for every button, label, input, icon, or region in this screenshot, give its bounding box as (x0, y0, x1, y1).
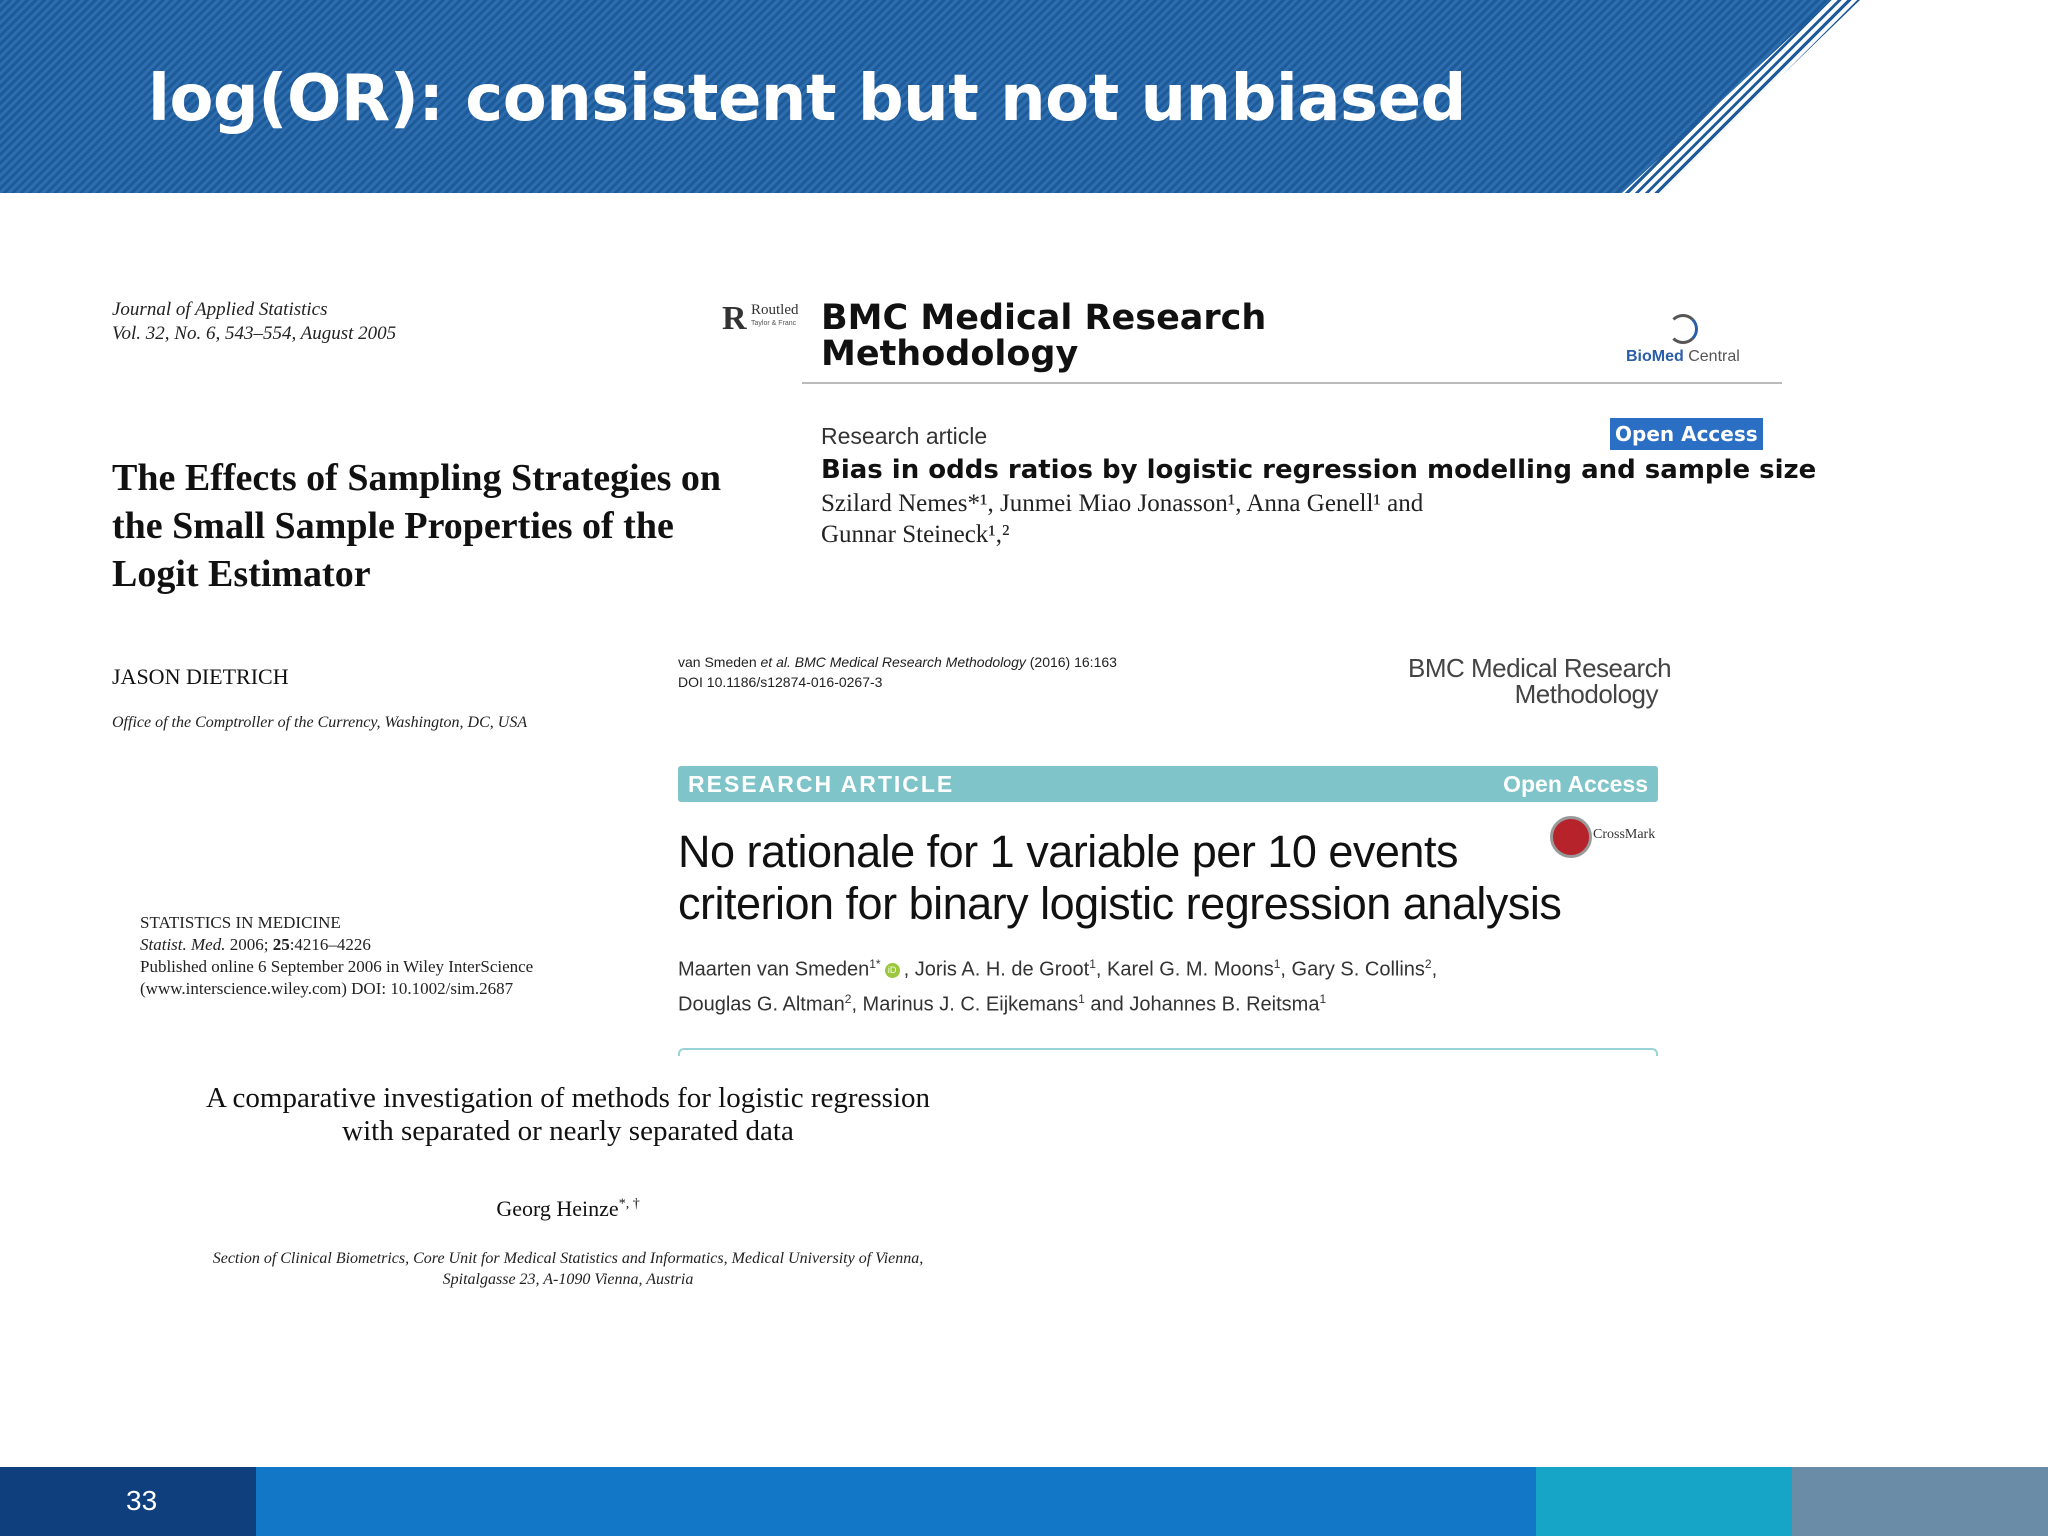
paper3-title-line: No rationale for 1 variable per 10 events (678, 826, 1458, 877)
paper2-journal-line: BMC Medical Research (821, 298, 1267, 338)
paper3-doi: DOI 10.1186/s12874-016-0267-3 (678, 674, 883, 690)
biomed-central-icon (1668, 314, 1698, 344)
paper3-journal-logo (1408, 653, 1672, 709)
paper1-journal-info (112, 298, 396, 346)
orcid-icon: iD (885, 963, 900, 978)
paper4-affiliation-line: Spitalgasse 23, A-1090 Vienna, Austria (442, 1271, 694, 1288)
journal-pages: :4216–4226 (289, 935, 371, 954)
research-article-label: RESEARCH ARTICLE (688, 771, 955, 797)
journal-volume: 25 (272, 935, 290, 954)
paper4-journal-citation (140, 934, 533, 956)
paper3-journal-line: BMC Medical Research (1408, 653, 1672, 683)
paper4-affiliation-line: Section of Clinical Biometrics, Core Unit for Medical Statistics and Informatics, Medical University of Vienna, (212, 1250, 924, 1267)
routledge-logo-icon: R (722, 300, 747, 337)
paper3-title-line: criterion for binary logistic regression analysis (678, 878, 1562, 929)
footer-segment-blue (256, 1467, 1536, 1536)
biomed-central-logo (1626, 348, 1740, 366)
journal-abbrev: Statist. Med. (140, 935, 226, 954)
paper2-authors-line: Gunnar Steineck¹,² (821, 521, 1010, 548)
paper3-authors (678, 950, 1437, 1019)
paper3-citation (678, 652, 1117, 692)
slide-footer (0, 1467, 2048, 1536)
paper4-title (140, 1082, 996, 1148)
paper2-open-access-badge: Open Access (1610, 418, 1763, 450)
paper2-title: Bias in odds ratios by logistic regression modelling and sample size (821, 455, 1817, 485)
paper2-journal-title (821, 300, 1266, 372)
paper3-authors-line: Maarten van Smeden$^{1*}$ iD , Joris A. H. de Groot$^1$, Karel G. M. Moons$^1$, Gary S. Collins$^2$, (678, 957, 1438, 981)
paper1-journal-volume: Vol. 32, No. 6, 543–554, August 2005 (112, 323, 397, 344)
biomed-logo-rest: Central (1683, 348, 1740, 365)
publisher-logo-subtext: Taylor & Franc (751, 320, 797, 327)
paper2-article-type: Research article (821, 423, 988, 449)
paper3-divider (678, 1048, 1658, 1056)
open-access-label: Open Access (1503, 771, 1648, 797)
paper1-title-line: The Effects of Sampling Strategies on (112, 457, 722, 499)
footer-segment-teal (1536, 1467, 1792, 1536)
paper3-authors-line: Douglas G. Altman$^2$, Marinus J. C. Eijkemans$^1$ and Johannes B. Reitsma$^1$ (678, 991, 1327, 1016)
author: , Joris A. H. de Groot (903, 958, 1090, 981)
paper2-authors (821, 488, 1423, 550)
paper2-journal-line: Methodology (821, 334, 1079, 374)
author: and Johannes B. Reitsma (1084, 993, 1320, 1016)
author: Georg Heinze (496, 1196, 619, 1221)
paper2-divider (802, 382, 1782, 384)
paper4-title-line: with separated or nearly separated data (342, 1115, 794, 1147)
author: , Karel G. M. Moons (1095, 958, 1274, 981)
author: , Gary S. Collins (1280, 958, 1425, 981)
paper3-journal-line: Methodology (1514, 679, 1658, 709)
slide-header (0, 0, 2048, 193)
paper4-published: Published online 6 September 2006 in Wiley InterScience (140, 957, 534, 976)
research-article-bar (678, 766, 1658, 802)
author: Maarten van Smeden (678, 958, 870, 981)
paper4-doi: (www.interscience.wiley.com) DOI: 10.1002/sim.2687 (140, 979, 514, 998)
paper1-title (112, 454, 792, 598)
publisher-logo-text: Routled (751, 302, 799, 318)
paper1-title-line: the Small Sample Properties of the (112, 505, 674, 547)
cite-journal: BMC Medical Research Methodology (790, 654, 1026, 670)
paper1-journal-name: Journal of Applied Statistics (112, 299, 328, 320)
paper4-affiliation (140, 1248, 996, 1290)
paper4-journal-info (140, 912, 533, 1000)
cite-etal: et al. (760, 654, 791, 670)
paper4-title-line: A comparative investigation of methods for logistic regression (205, 1082, 931, 1114)
paper1-affiliation: Office of the Comptroller of the Currency, Washington, DC, USA (112, 714, 528, 731)
page-number: 33 (126, 1485, 158, 1516)
paper4-journal-name: STATISTICS IN MEDICINE (140, 913, 341, 932)
paper4-author (140, 1196, 996, 1222)
slide-title: log(OR): consistent but not unbiased (148, 62, 1466, 136)
paper1-title-line: Logit Estimator (112, 553, 371, 595)
journal-year: 2006; (225, 935, 273, 954)
paper3-title (678, 826, 1561, 930)
footer-segment-grey (1792, 1467, 2048, 1536)
biomed-logo-bold: BioMed (1626, 348, 1684, 365)
author: Douglas G. Altman (678, 993, 845, 1016)
crossmark-label: CrossMark (1593, 827, 1656, 842)
paper2-authors-line: Szilard Nemes*¹, Junmei Miao Jonasson¹, Anna Genell¹ and (821, 490, 1424, 517)
paper3-citation-line (678, 652, 1117, 672)
author-mark: *, † (618, 1196, 640, 1212)
cite-year: (2016) 16:163 (1025, 654, 1117, 670)
author: , Marinus J. C. Eijkemans (851, 993, 1079, 1016)
cite-authors: van Smeden (678, 654, 761, 670)
paper1-author: JASON DIETRICH (112, 664, 289, 689)
